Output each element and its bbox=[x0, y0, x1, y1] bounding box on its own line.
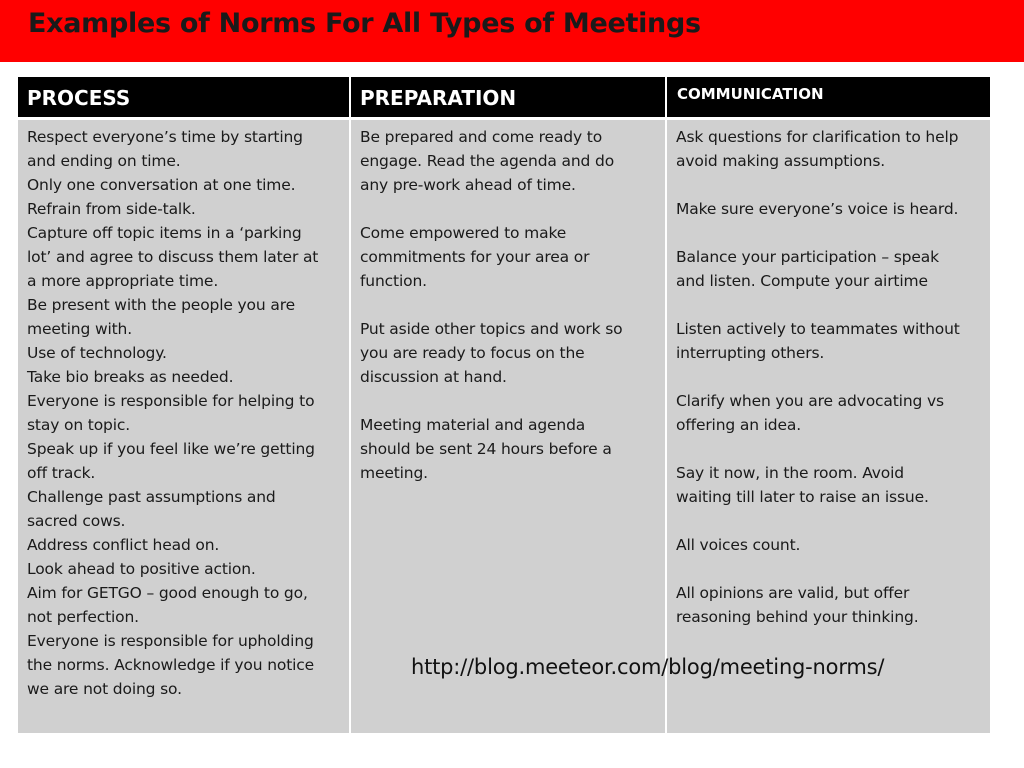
paragraph-gap bbox=[676, 221, 990, 245]
communication-line: offering an idea. bbox=[676, 416, 802, 434]
preparation-column bbox=[351, 120, 665, 733]
preparation-line: engage. Read the agenda and do bbox=[360, 152, 615, 170]
process-line: Be present with the people you are bbox=[27, 296, 295, 314]
preparation-line: Be prepared and come ready to bbox=[360, 128, 603, 146]
header-communication: COMMUNICATION bbox=[667, 77, 990, 117]
paragraph-gap bbox=[360, 293, 665, 317]
paragraph-gap bbox=[360, 389, 665, 413]
communication-line: Listen actively to teammates without bbox=[676, 320, 960, 338]
communication-line: All voices count. bbox=[676, 536, 801, 554]
process-line: Speak up if you feel like we’re getting bbox=[27, 440, 315, 458]
communication-line: and listen. Compute your airtime bbox=[676, 272, 928, 290]
process-line: a more appropriate time. bbox=[27, 272, 219, 290]
source-url: http://blog.meeteor.com/blog/meeting-norms/ bbox=[411, 655, 885, 679]
process-line: Look ahead to positive action. bbox=[27, 560, 256, 578]
preparation-line: you are ready to focus on the bbox=[360, 344, 585, 362]
communication-line: All opinions are valid, but offer bbox=[676, 584, 910, 602]
communication-column bbox=[667, 120, 990, 733]
process-line: lot’ and agree to discuss them later at bbox=[27, 248, 319, 266]
preparation-line: Come empowered to make bbox=[360, 224, 567, 242]
process-line: Address conflict head on. bbox=[27, 536, 220, 554]
preparation-line: commitments for your area or bbox=[360, 248, 590, 266]
preparation-line: should be sent 24 hours before a bbox=[360, 440, 612, 458]
process-column bbox=[18, 120, 349, 733]
communication-line: Balance your participation – speak bbox=[676, 248, 939, 266]
communication-line: waiting till later to raise an issue. bbox=[676, 488, 929, 506]
communication-line: interrupting others. bbox=[676, 344, 825, 362]
norms-table bbox=[18, 77, 990, 733]
paragraph-gap bbox=[676, 173, 990, 197]
process-line: Everyone is responsible for helping to bbox=[27, 392, 315, 410]
preparation-line: Meeting material and agenda bbox=[360, 416, 586, 434]
page-title: Examples of Norms For All Types of Meetings bbox=[28, 8, 701, 39]
process-line: Refrain from side-talk. bbox=[27, 200, 196, 218]
process-line: Challenge past assumptions and bbox=[27, 488, 276, 506]
process-line: off track. bbox=[27, 464, 96, 482]
paragraph-gap bbox=[676, 293, 990, 317]
communication-line: avoid making assumptions. bbox=[676, 152, 886, 170]
communication-line: Make sure everyone’s voice is heard. bbox=[676, 200, 959, 218]
process-line: Capture off topic items in a ‘parking bbox=[27, 224, 302, 242]
preparation-line: discussion at hand. bbox=[360, 368, 507, 386]
process-line: stay on topic. bbox=[27, 416, 131, 434]
communication-line: Ask questions for clarification to help bbox=[676, 128, 959, 146]
process-line: Respect everyone’s time by starting bbox=[27, 128, 303, 146]
preparation-line: function. bbox=[360, 272, 427, 290]
header-process: PROCESS bbox=[18, 77, 349, 117]
process-line: we are not doing so. bbox=[27, 680, 182, 698]
communication-line: reasoning behind your thinking. bbox=[676, 608, 919, 626]
paragraph-gap bbox=[676, 557, 990, 581]
process-line: meeting with. bbox=[27, 320, 133, 338]
process-line: not perfection. bbox=[27, 608, 139, 626]
paragraph-gap bbox=[676, 437, 990, 461]
process-line: Take bio breaks as needed. bbox=[27, 368, 234, 386]
process-line: Only one conversation at one time. bbox=[27, 176, 296, 194]
preparation-line: any pre-work ahead of time. bbox=[360, 176, 576, 194]
process-line: sacred cows. bbox=[27, 512, 126, 530]
process-line: Everyone is responsible for upholding bbox=[27, 632, 314, 650]
header-preparation: PREPARATION bbox=[351, 77, 665, 117]
process-line: and ending on time. bbox=[27, 152, 181, 170]
process-line: Use of technology. bbox=[27, 344, 167, 362]
communication-line: Say it now, in the room. Avoid bbox=[676, 464, 904, 482]
process-line: the norms. Acknowledge if you notice bbox=[27, 656, 315, 674]
paragraph-gap bbox=[360, 197, 665, 221]
preparation-line: Put aside other topics and work so bbox=[360, 320, 623, 338]
process-line: Aim for GETGO – good enough to go, bbox=[27, 584, 308, 602]
paragraph-gap bbox=[676, 365, 990, 389]
preparation-line: meeting. bbox=[360, 464, 428, 482]
paragraph-gap bbox=[676, 509, 990, 533]
communication-line: Clarify when you are advocating vs bbox=[676, 392, 944, 410]
